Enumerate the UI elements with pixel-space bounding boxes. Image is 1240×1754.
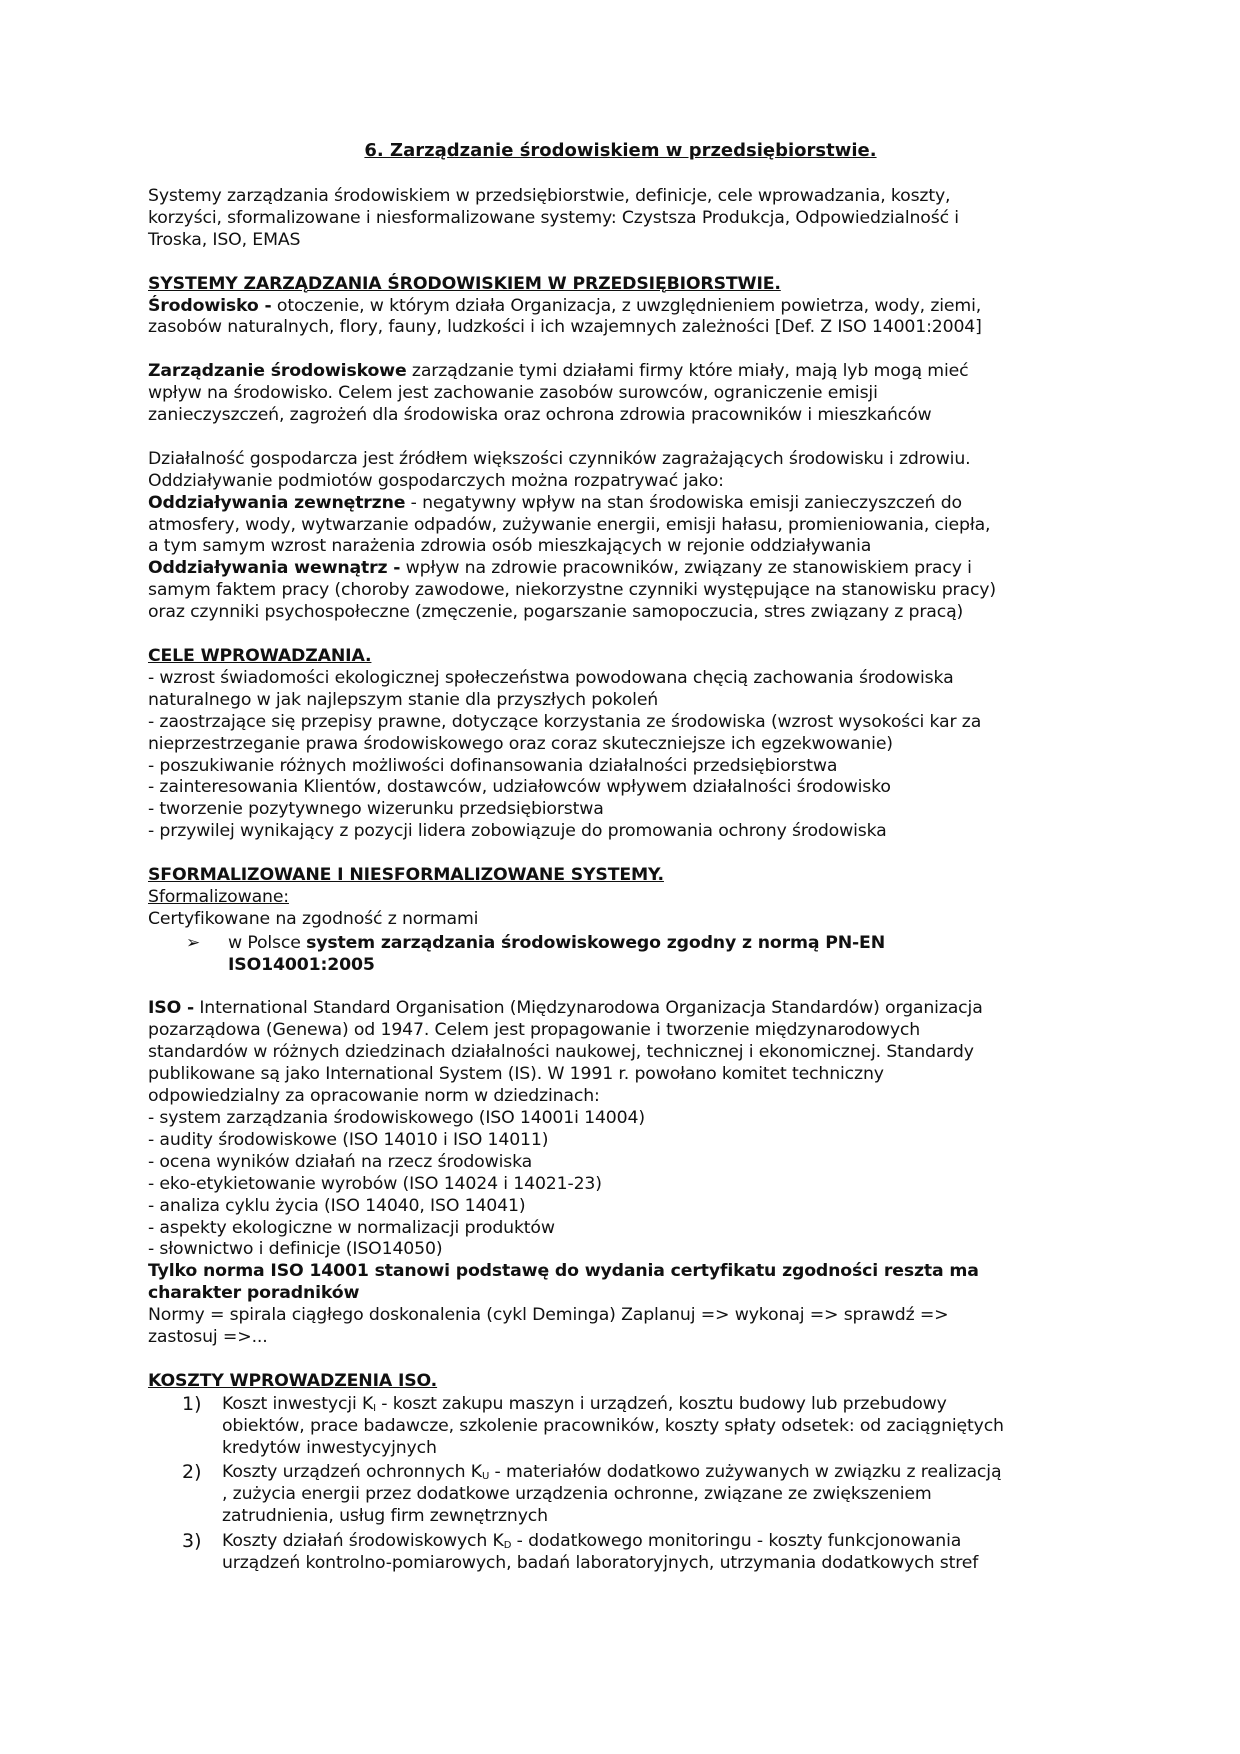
intro-line: korzyści, sformalizowane i niesformalizowane systemy: Czystsza Produkcja, Odpowiedzialność i xyxy=(148,207,959,228)
bullet-line xyxy=(228,933,1108,955)
document-page xyxy=(148,140,1108,1575)
definition-text: otoczenie, w którym działa Organizacja, z uwzględnieniem powietrza, wody, ziemi, xyxy=(271,295,982,316)
definition-line xyxy=(148,558,1108,580)
bullet-text: w Polsce xyxy=(228,932,307,953)
item-number: 2) xyxy=(182,1461,202,1484)
list-item: - poszukiwanie różnych możliwości dofinansowania działalności przedsiębiorstwa xyxy=(148,755,838,776)
term-zewnetrzne: Oddziaływania zewnętrzne xyxy=(148,492,406,513)
item-term: Koszt inwestycji K xyxy=(222,1393,374,1414)
item-number: 1) xyxy=(182,1392,202,1415)
item-text: - dodatkowego monitoringu - koszty funkcjonowania xyxy=(511,1531,962,1552)
intro-paragraph xyxy=(148,186,1108,252)
definition-text: standardów w różnych dziedzinach działalności naukowej, technicznej i ekonomicznej. Standardy xyxy=(148,1042,974,1063)
definition-text: wpływ na środowisko. Celem jest zachowanie zasobów surowców, ograniczenie emisji xyxy=(148,383,878,404)
list-item: - słownictwo i definicje (ISO14050) xyxy=(148,1239,443,1260)
definition-text: pozarządowa (Genewa) od 1947. Celem jest propagowanie i tworzenie międzynarodowych xyxy=(148,1020,921,1041)
numbered-item xyxy=(148,1462,1108,1528)
list-item: - zaostrzające się przepisy prawne, dotyczące korzystania ze środowiska (wzrost wysokości kar za xyxy=(148,711,982,732)
section-heading: SFORMALIZOWANE I NIESFORMALIZOWANE SYSTEMY. xyxy=(148,865,664,886)
item-text: - koszt zakupu maszyn i urządzeń, kosztu budowy lub przebudowy xyxy=(375,1393,947,1414)
item-subscript: I xyxy=(373,1402,376,1414)
item-first-line xyxy=(222,1531,1108,1553)
subheading: Sformalizowane: xyxy=(148,886,289,907)
intro-line: Systemy zarządzania środowiskiem w przedsiębiorstwie, definicje, cele wprowadzania, koszty, xyxy=(148,186,951,206)
page-title: 6. Zarządzanie środowiskiem w przedsiębiorstwie. xyxy=(364,140,877,161)
list-item: - zainteresowania Klientów, dostawców, udziałowców wpływem działalności środowisko xyxy=(148,777,891,798)
list-item: - tworzenie pozytywnego wizerunku przedsiębiorstwa xyxy=(148,799,604,820)
item-term: Koszty działań środowiskowych K xyxy=(222,1531,504,1552)
paragraph-line: Działalność gospodarcza jest źródłem większości czynników zagrażających środowisku i zdrowiu. xyxy=(148,448,971,469)
definition-line xyxy=(148,361,1108,383)
item-text: obiektów, prace badawcze, szkolenie pracowników, koszty spłaty odsetek: od zaciągniętych xyxy=(222,1415,1004,1436)
paragraph-line: Oddziaływanie podmiotów gospodarczych można rozpatrywać jako: xyxy=(148,470,724,491)
paragraph-line: zastosuj =>... xyxy=(148,1327,268,1348)
definition-text: zasobów naturalnych, flory, fauny, ludzkości i ich wzajemnych zależności [Def. Z ISO 14001:2004] xyxy=(148,317,982,338)
term-wewnatrz: Oddziaływania wewnątrz - xyxy=(148,558,401,579)
item-first-line xyxy=(222,1462,1108,1484)
term-zarzadzanie: Zarządzanie środowiskowe xyxy=(148,361,407,382)
list-item: - przywilej wynikający z pozycji lidera zobowiązuje do promowania ochrony środowiska xyxy=(148,821,887,842)
numbered-item xyxy=(148,1394,1108,1460)
definition-text: wpływ na zdrowie pracowników, związany ze stanowiskiem pracy i xyxy=(400,558,972,579)
list-item: - aspekty ekologiczne w normalizacji produktów xyxy=(148,1217,555,1238)
item-term: Koszty urządzeń ochronnych K xyxy=(222,1462,482,1483)
item-text: - materiałów dodatkowo zużywanych w związku z realizacją xyxy=(489,1462,1002,1483)
item-text: , zużycia energii przez dodatkowe urządzenia ochronne, związane ze zwiększeniem xyxy=(222,1484,932,1505)
definition-text: a tym samym wzrost narażenia zdrowia osób mieszkających w rejonie oddziaływania xyxy=(148,536,872,557)
section-heading: CELE WPROWADZANIA. xyxy=(148,645,372,666)
term-iso: ISO - xyxy=(148,998,195,1019)
section-systems xyxy=(148,274,1108,624)
section-costs xyxy=(148,1371,1108,1575)
item-number: 3) xyxy=(182,1530,202,1553)
definition-text: publikowane są jako International System (IS). W 1991 r. powołano komitet techniczny xyxy=(148,1064,884,1085)
definition-text: odpowiedzialny za opracowanie norm w dziedzinach: xyxy=(148,1086,600,1107)
definition-text: International Standard Organisation (Międzynarodowa Organizacja Standardów) organizacja xyxy=(194,998,983,1019)
section-heading: SYSTEMY ZARZĄDZANIA ŚRODOWISKIEM W PRZEDSIĘBIORSTWIE. xyxy=(148,273,781,294)
term-srodowisko: Środowisko - xyxy=(148,295,272,316)
definition-text: zarządzanie tymi działami firmy które miały, mają lyb mogą mieć xyxy=(406,361,969,382)
definition-line xyxy=(148,493,1108,515)
arrow-bullet-item xyxy=(148,933,1108,977)
numbered-item xyxy=(148,1531,1108,1575)
list-item: nieprzestrzeganie prawa środowiskowego oraz coraz skuteczniejsze ich egzekwowanie) xyxy=(148,733,893,754)
definition-text: atmosfery, wody, wytwarzanie odpadów, zużywanie energii, emisji hałasu, promieniowania, ciepła, xyxy=(148,514,991,535)
list-item: - audity środowiskowe (ISO 14010 i ISO 14011) xyxy=(148,1129,549,1150)
list-item: - ocena wyników działań na rzecz środowiska xyxy=(148,1151,533,1172)
item-subscript: U xyxy=(482,1471,490,1483)
definition-text: samym faktem pracy (choroby zawodowe, niekorzystne czynniki występujące na stanowisku pracy) xyxy=(148,580,996,601)
arrow-bullet-body xyxy=(228,933,1108,977)
item-text: kredytów inwestycyjnych xyxy=(222,1437,437,1458)
arrow-bullet-icon: ➢ xyxy=(186,932,201,953)
bullet-bold-text: system zarządzania środowiskowego zgodny z normą PN-EN xyxy=(306,932,886,953)
section-heading: KOSZTY WPROWADZENIA ISO. xyxy=(148,1370,438,1391)
definition-text: - negatywny wpływ na stan środowiska emisji zanieczyszczeń do xyxy=(405,492,962,513)
intro-line: Troska, ISO, EMAS xyxy=(148,229,301,250)
definition-text: oraz czynniki psychospołeczne (zmęczenie, pogarszanie samopoczucia, stres związany z pracą) xyxy=(148,602,964,623)
bullet-bold-text: ISO14001:2005 xyxy=(228,954,375,975)
definition-line xyxy=(148,296,1108,318)
paragraph-line: Normy = spirala ciągłego doskonalenia (cykl Deminga) Zaplanuj => wykonaj => sprawdź => xyxy=(148,1305,949,1326)
section-formal-systems xyxy=(148,865,1108,1349)
bold-note: charakter poradników xyxy=(148,1283,360,1304)
item-body xyxy=(222,1394,1108,1460)
list-item: - analiza cyklu życia (ISO 14040, ISO 14041) xyxy=(148,1195,526,1216)
list-item: - system zarządzania środowiskowego (ISO 14001i 14004) xyxy=(148,1107,645,1128)
list-item: naturalnego w jak najlepszym stanie dla przyszłych pokoleń xyxy=(148,689,659,710)
item-body xyxy=(222,1462,1108,1528)
bold-note: Tylko norma ISO 14001 stanowi podstawę do wydania certyfikatu zgodności reszta ma xyxy=(148,1261,979,1282)
item-first-line xyxy=(222,1394,1108,1416)
section-goals xyxy=(148,646,1108,843)
definition-text: zanieczyszczeń, zagrożeń dla środowiska oraz ochrona zdrowia pracowników i mieszkańców xyxy=(148,405,932,426)
item-text: zatrudnienia, usług firm zewnętrznych xyxy=(222,1506,548,1527)
definition-line xyxy=(148,998,1108,1020)
item-text: urządzeń kontrolno-pomiarowych, badań laboratoryjnych, utrzymania dodatkowych stref xyxy=(222,1553,979,1574)
list-item: - eko-etykietowanie wyrobów (ISO 14024 i 14021-23) xyxy=(148,1173,602,1194)
item-body xyxy=(222,1531,1108,1575)
list-item: - wzrost świadomości ekologicznej społeczeństwa powodowana chęcią zachowania środowiska xyxy=(148,667,954,688)
paragraph-line: Certyfikowane na zgodność z normami xyxy=(148,908,479,929)
item-subscript: D xyxy=(503,1540,512,1552)
